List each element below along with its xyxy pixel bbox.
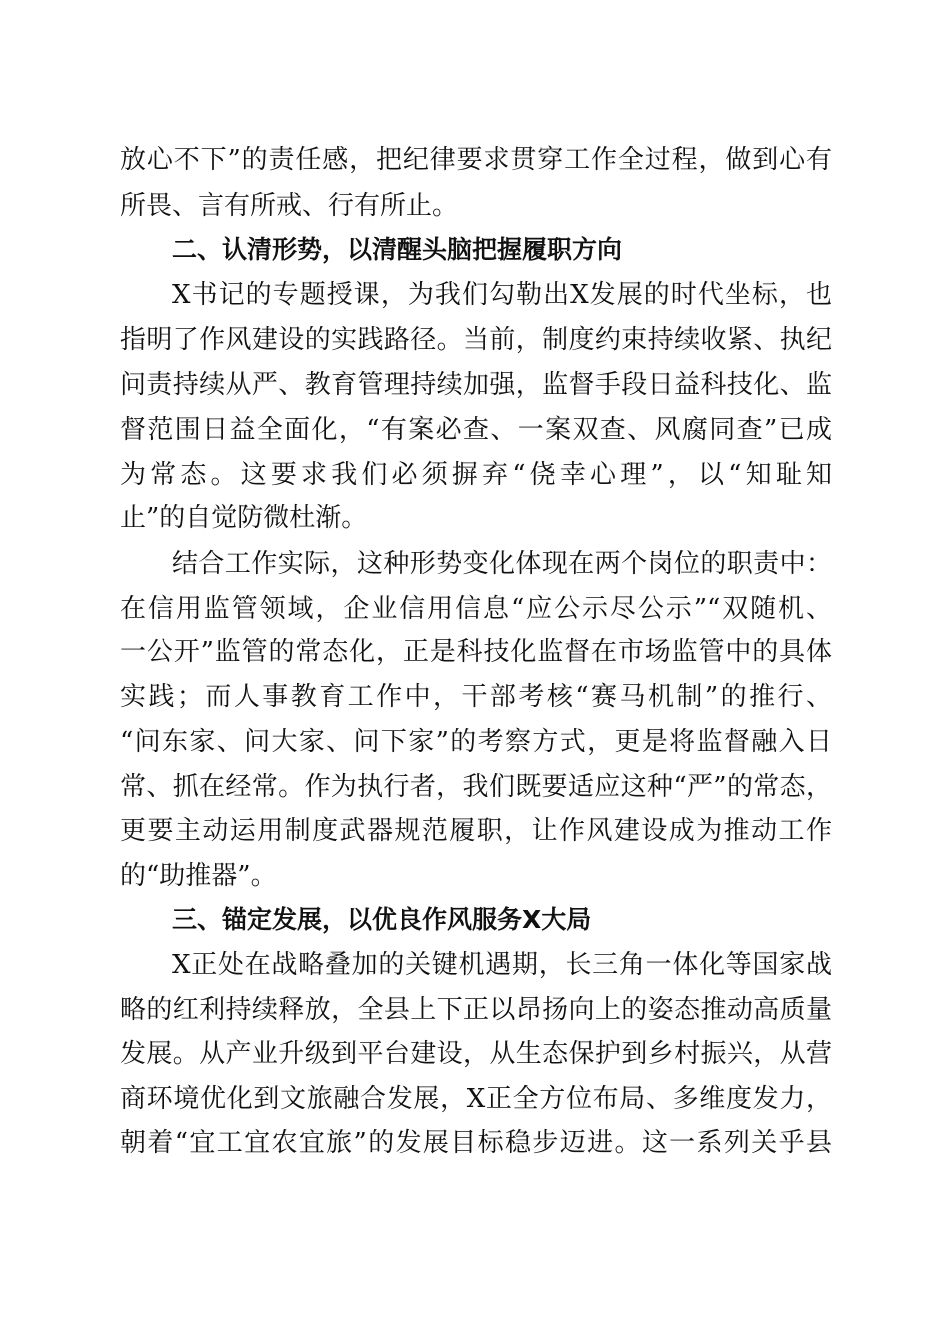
paragraph-line: 更要主动运用制度武器规范履职，让作风建设成为推动工作	[120, 816, 832, 846]
paragraph-line: 放心不下”的责任感，把纪律要求贯穿工作全过程，做到心有	[120, 145, 832, 175]
paragraph-line: 指明了作风建设的实践路径。当前，制度约束持续收紧、执纪	[120, 325, 832, 355]
section-heading-3: 三、锚定发展，以优良作风服务X大局	[172, 905, 592, 934]
paragraph-line: 常、抓在经常。作为执行者，我们既要适应这种“严”的常态，	[120, 772, 832, 802]
paragraph-line: “问东家、问大家、问下家”的考察方式，更是将监督融入日	[120, 727, 832, 757]
paragraph-line: 朝着“宜工宜农宜旅”的发展目标稳步迈进。这一系列关乎县	[120, 1128, 832, 1158]
paragraph-line: 督范围日益全面化，“有案必查、一案双查、风腐同查”已成	[120, 415, 832, 445]
paragraph-line: 在信用监管领域，企业信用信息“应公示尽公示”“双随机、	[120, 594, 832, 624]
paragraph-line: 结合工作实际，这种形势变化体现在两个岗位的职责中：	[172, 549, 832, 579]
paragraph-line: 所畏、言有所戒、行有所止。	[120, 191, 459, 221]
paragraph-line: 的“助推器”。	[120, 861, 277, 891]
paragraph-line: 略的红利持续释放，全县上下正以昂扬向上的姿态推动高质量	[120, 995, 832, 1025]
paragraph-line: 发展。从产业升级到平台建设，从生态保护到乡村振兴，从营	[120, 1039, 832, 1069]
paragraph-line: 止”的自觉防微杜渐。	[120, 503, 368, 533]
section-heading-2: 二、认清形势，以清醒头脑把握履职方向	[172, 235, 623, 264]
paragraph-line: X书记的专题授课，为我们勾勒出X发展的时代坐标，也	[172, 280, 832, 310]
paragraph-line: 实践；而人事教育工作中，干部考核“赛马机制”的推行、	[120, 682, 832, 712]
paragraph-line: 商环境优化到文旅融合发展，X正全方位布局、多维度发力，	[120, 1084, 832, 1114]
paragraph-line: X正处在战略叠加的关键机遇期，长三角一体化等国家战	[172, 950, 832, 980]
paragraph-line: 一公开”监管的常态化，正是科技化监督在市场监管中的具体	[120, 637, 832, 667]
paragraph-line: 为常态。这要求我们必须摒弃“侥幸心理”，以“知耻知	[120, 460, 832, 490]
paragraph-line: 问责持续从严、教育管理持续加强，监督手段日益科技化、监	[120, 370, 832, 400]
